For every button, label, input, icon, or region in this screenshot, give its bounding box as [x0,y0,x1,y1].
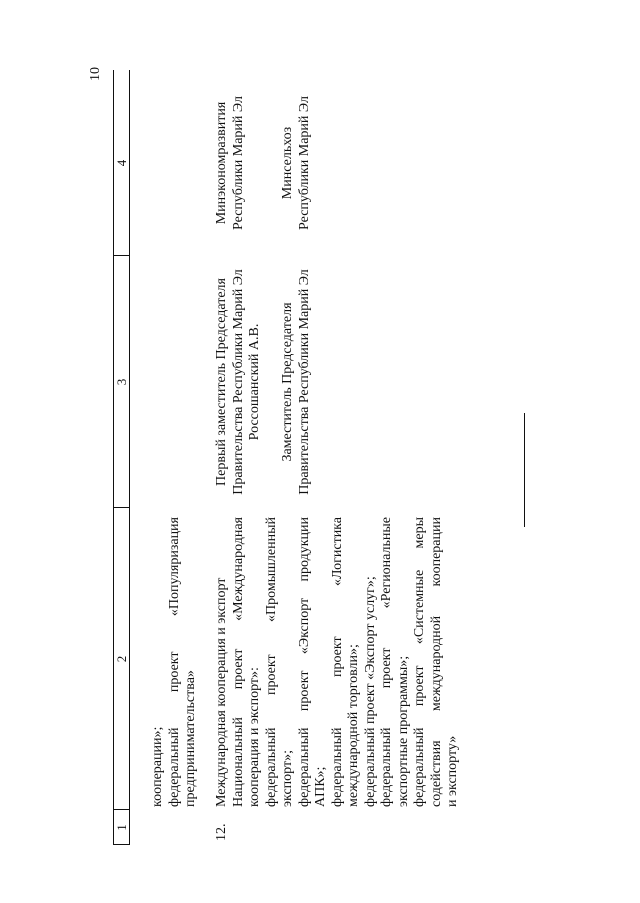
column-header-3: 3 [114,378,129,386]
text-line: Россошанский А.В. [247,323,262,441]
text-line: экспорт»; [280,750,295,807]
text-line: Минсельхоз [280,126,295,200]
text-line: федеральный проект «Системные меры [412,517,427,807]
text-line: Заместитель Председателя [280,302,295,462]
text-line: федеральный проект «Региональные [379,517,394,807]
text-line: Первый заместитель Председателя [214,278,229,486]
text-line: АПК»; [313,766,328,807]
text-line: содействия международной кооперации [428,517,444,807]
page-number: 10 [88,67,103,81]
responsible-ministry-2 [280,73,313,253]
column-header-2: 2 [114,655,129,663]
text-line: Минэкономразвития [214,101,229,225]
row-12-project-list [214,517,462,807]
text-line: предпринимательства» [183,670,198,807]
text-line: Республики Марий Эл [230,96,246,230]
text-line: Республики Марий Эл [296,96,312,230]
text-line: экспортные программы»; [395,655,411,807]
signature-line [524,413,525,527]
text-line: кооперация и экспорт»: [247,667,262,807]
text-line: кооперации»; [150,726,165,807]
responsible-ministry-1 [214,73,247,253]
text-line: федеральный проект «Экспорт продукции [296,517,312,807]
text-line: федеральный проект «Логистика [329,517,345,807]
project-title: Международная кооперация и экспорт [214,577,229,807]
row-number: 12. [214,823,229,841]
text-line: федеральный проект «Промышленный [263,517,279,807]
text-line: Правительства Республики Марий Эл [296,269,312,495]
column-header-1: 1 [114,824,129,831]
responsible-official-2 [280,259,313,505]
text-line: федеральный проект «Экспорт услуг»; [362,576,378,807]
text-line: федеральный проект «Популяризация [166,517,182,807]
responsible-official-1 [214,259,264,505]
text-line: международной торговли»; [346,644,361,807]
text-line: Правительства Республики Марий Эл [230,269,246,495]
continued-row-text [150,517,200,807]
text-line: Национальный проект «Международная [230,517,246,807]
text-line: и экспорту» [445,735,460,807]
column-header-4: 4 [114,159,129,167]
